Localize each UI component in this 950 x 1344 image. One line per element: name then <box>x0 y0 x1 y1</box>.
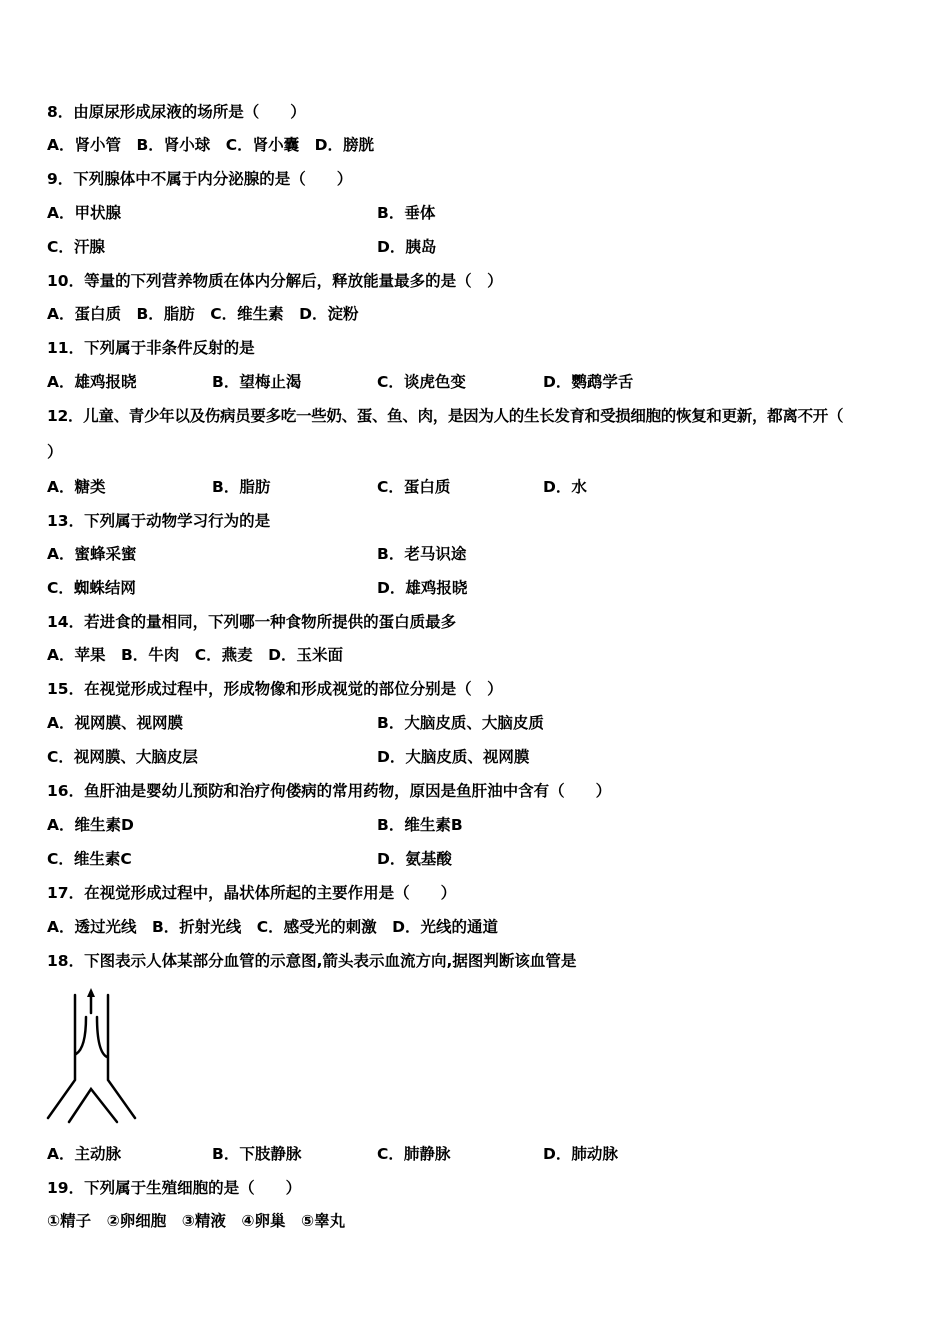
option-c: C．肺静脉 <box>377 1145 451 1163</box>
question-12: 12．儿童、青少年以及伤病员要多吃一些奶、蛋、鱼、肉，是因为人的生长发育和受损细胞的恢复和更新，都离不开（ <box>47 407 844 425</box>
option-d: D．肺动脉 <box>543 1145 618 1163</box>
option-d: D．水 <box>543 478 587 496</box>
option-b: B．垂体 <box>377 204 436 222</box>
question-10: 10．等量的下列营养物质在体内分解后，释放能量最多的是（ ） <box>47 272 503 290</box>
option-a: A．维生素D <box>47 816 134 834</box>
question-14: 14．若进食的量相同，下列哪一种食物所提供的蛋白质最多 <box>47 613 457 631</box>
question-8: 8．由原尿形成尿液的场所是（ ） <box>47 103 306 121</box>
option-d: D．雄鸡报晓 <box>377 579 468 597</box>
option-a: A．视网膜、视网膜 <box>47 714 183 732</box>
option-d: D．胰岛 <box>377 238 437 256</box>
option-b: B．下肢静脉 <box>212 1145 302 1163</box>
question-9: 9．下列腺体中不属于内分泌腺的是（ ） <box>47 170 353 188</box>
option-a: A．糖类 <box>47 478 106 496</box>
option-a: A．甲状腺 <box>47 204 121 222</box>
option-b: B．维生素B <box>377 816 463 834</box>
option-c: C．蜘蛛结网 <box>47 579 136 597</box>
option-c: C．维生素C <box>47 850 132 868</box>
options-10: A．蛋白质 B．脂肪 C．维生素 D．淀粉 <box>47 305 359 323</box>
option-a: A．雄鸡报晓 <box>47 373 137 391</box>
question-15: 15．在视觉形成过程中，形成物像和形成视觉的部位分别是（ ） <box>47 680 503 698</box>
question-17: 17．在视觉形成过程中，晶状体所起的主要作用是（ ） <box>47 884 457 902</box>
option-b: B．老马识途 <box>377 545 467 563</box>
question-16: 16．鱼肝油是婴幼儿预防和治疗佝偻病的常用药物，原因是鱼肝油中含有（ ） <box>47 782 612 800</box>
options-8: A．肾小管 B．肾小球 C．肾小囊 D．膀胱 <box>47 136 375 154</box>
question-18: 18．下图表示人体某部分血管的示意图,箭头表示血流方向,据图判断该血管是 <box>47 952 577 970</box>
option-c: C．谈虎色变 <box>377 373 466 391</box>
options-19: ①精子 ②卵细胞 ③精液 ④卵巢 ⑤睾丸 <box>47 1212 346 1230</box>
option-d: D．氨基酸 <box>377 850 452 868</box>
option-c: C．汗腺 <box>47 238 105 256</box>
option-b: B．望梅止渴 <box>212 373 302 391</box>
options-17: A．透过光线 B．折射光线 C．感受光的刺激 D．光线的通道 <box>47 918 499 936</box>
option-b: B．大脑皮质、大脑皮质 <box>377 714 544 732</box>
option-a: A．主动脉 <box>47 1145 121 1163</box>
option-d: D．鹦鹉学舌 <box>543 373 634 391</box>
option-b: B．脂肪 <box>212 478 271 496</box>
option-a: A．蜜蜂采蜜 <box>47 545 137 563</box>
option-d: D．大脑皮质、视网膜 <box>377 748 530 766</box>
option-c: C．视网膜、大脑皮层 <box>47 748 198 766</box>
arrow-icon <box>87 988 95 997</box>
option-c: C．蛋白质 <box>377 478 451 496</box>
options-14: A．苹果 B．牛肉 C．燕麦 D．玉米面 <box>47 646 344 664</box>
question-19: 19．下列属于生殖细胞的是（ ） <box>47 1179 302 1197</box>
question-13: 13．下列属于动物学习行为的是 <box>47 512 271 530</box>
question-12-cont: ） <box>47 443 63 461</box>
question-11: 11．下列属于非条件反射的是 <box>47 339 255 357</box>
